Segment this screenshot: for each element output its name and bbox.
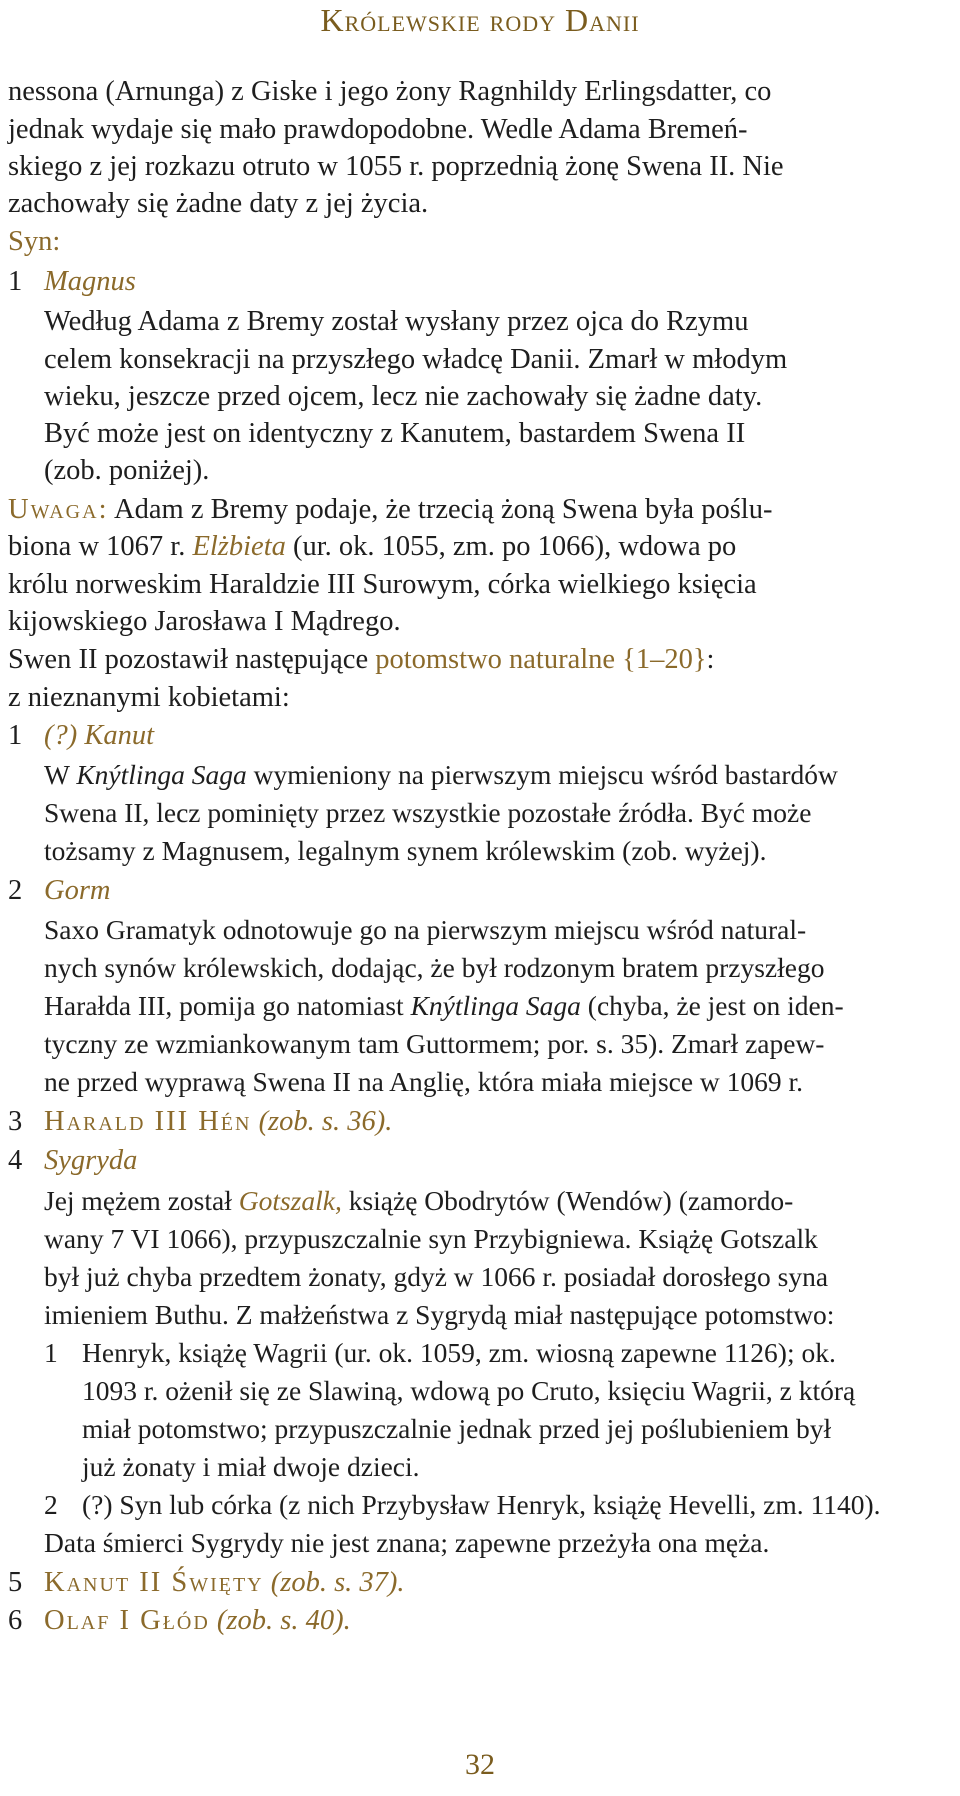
note-line: królu norweskim Haraldzie III Surowym, córka wielkiego księcia xyxy=(8,569,757,600)
page-reference: (zob. s. 36). xyxy=(251,1106,393,1137)
descendant-text-line: 1093 r. ożenił się ze Slawiną, wdową po Cruto, księciu Wagrii, z którą xyxy=(82,1375,856,1406)
son-text-line: celem konsekracji na przyszłego władcę Danii. Zmarł w młodym xyxy=(44,344,788,375)
son-entry-heading xyxy=(8,264,136,300)
child-entry-heading xyxy=(8,718,154,754)
child-name: Olaf I Głód xyxy=(44,1605,210,1636)
child-text-line: nych synów królewskich, dodając, że był rodzonym bratem przyszłego xyxy=(44,952,825,983)
child-entry-heading xyxy=(8,873,111,909)
note-label: Uwaga: xyxy=(8,494,109,525)
entry-number: 5 xyxy=(8,1567,23,1598)
son-text-line: (zob. poniżej). xyxy=(44,455,210,486)
child-entry-heading xyxy=(8,1603,351,1639)
child-text-line: był już chyba przedtem żonaty, gdyż w 1066 r. posiadał dorosłego syna xyxy=(44,1261,829,1292)
child-name: (?) Kanut xyxy=(44,720,155,751)
entry-number: 4 xyxy=(8,1145,23,1176)
child-entry-heading xyxy=(8,1565,405,1601)
offspring-intro-line: Swen II pozostawił następujące potomstwo naturalne {1–20}: xyxy=(8,644,715,675)
entry-number: 6 xyxy=(8,1605,23,1636)
child-entry-heading xyxy=(8,1143,137,1179)
intro-line: nessona (Arnunga) z Giske i jego żony Ragnhildy Erlingsdatter, co xyxy=(8,76,772,107)
child-text-line: Swena II, lecz pominięty przez wszystkie pozostałe źródła. Być może xyxy=(44,797,812,828)
entry-number: 3 xyxy=(8,1106,23,1137)
note-line: kijowskiego Jarosława I Mądrego. xyxy=(8,606,401,637)
page-reference: (zob. s. 37). xyxy=(263,1567,405,1598)
descendant-text-line: już żonaty i miał dwoje dzieci. xyxy=(82,1451,420,1482)
note-line: biona w 1067 r. Elżbieta (ur. ok. 1055, zm. po 1066), wdowa po xyxy=(8,531,737,562)
page-reference: (zob. s. 40). xyxy=(209,1605,351,1636)
entry-number: 1 xyxy=(44,1337,58,1368)
child-text-line: wany 7 VI 1066), przypuszczalnie syn Przybigniewa. Książę Gotszalk xyxy=(44,1223,818,1254)
source-title: Knýtlinga Saga xyxy=(76,759,247,790)
child-text-line: imieniem Buthu. Z małżeństwa z Sygrydą miał następujące potomstwo: xyxy=(44,1299,835,1330)
person-name: Elżbieta xyxy=(192,531,286,562)
son-name: Magnus xyxy=(44,266,136,297)
descendant-text-line: miał potomstwo; przypuszczalnie jednak przed jej poślubieniem był xyxy=(82,1413,832,1444)
child-text-line: tyczny ze wzmiankowanym tam Guttormem; por. s. 35). Zmarł zapew- xyxy=(44,1028,825,1059)
note-line: Uwaga: Adam z Bremy podaje, że trzecią żoną Swena była poślu- xyxy=(8,494,773,525)
child-entry-heading xyxy=(8,1104,392,1140)
offspring-intro-line: z nieznanymi kobietami: xyxy=(8,682,290,713)
child-name: Sygryda xyxy=(44,1145,138,1176)
page-number: 32 xyxy=(465,1748,495,1781)
son-text-line: Według Adama z Bremy został wysłany przez ojca do Rzymu xyxy=(44,306,749,337)
son-text-line: wieku, jeszcze przed ojcem, lecz nie zachowały się żadne daty. xyxy=(44,381,763,412)
descendant-entry: 2 (?) Syn lub córka (z nich Przybysław Henryk, książę Hevelli, zm. 1140). xyxy=(44,1487,881,1523)
intro-line: zachowały się żadne daty z jej życia. xyxy=(8,188,429,219)
child-text-line: ne przed wyprawą Swena II na Anglię, która miała miejsce w 1069 r. xyxy=(44,1066,804,1097)
entry-number: 1 xyxy=(8,720,23,751)
child-text-line: tożsamy z Magnusem, legalnym synem królewskim (zob. wyżej). xyxy=(44,835,767,866)
child-name: Kanut II Święty xyxy=(44,1567,264,1598)
child-text-line: Saxo Gramatyk odnotowuje go na pierwszym miejscu wśród natural- xyxy=(44,914,807,945)
entry-number: 2 xyxy=(8,875,23,906)
offspring-heading: potomstwo naturalne {1–20} xyxy=(375,644,707,675)
intro-line: skiego z jej rozkazu otruto w 1055 r. poprzednią żonę Swena II. Nie xyxy=(8,151,784,182)
intro-line: jednak wydaje się mało prawdopodobne. Wedle Adama Bremeń- xyxy=(8,114,748,145)
son-text-line: Być może jest on identyczny z Kanutem, bastardem Swena II xyxy=(44,418,746,449)
child-text-line: Harałda III, pomija go natomiast Knýtlinga Saga (chyba, że jest on iden- xyxy=(44,990,844,1021)
source-title: Knýtlinga Saga xyxy=(410,990,581,1021)
child-name: Harald III Hén xyxy=(44,1106,252,1137)
entry-number: 1 xyxy=(8,266,23,297)
son-label: Syn: xyxy=(8,226,61,257)
child-text-line: Data śmierci Sygrydy nie jest znana; zapewne przeżyła ona męża. xyxy=(44,1527,770,1558)
child-text-line: Jej mężem został Gotszalk, książę Obodrytów (Wendów) (zamordo- xyxy=(44,1185,794,1216)
running-head: Królewskie rody Danii xyxy=(320,2,640,38)
person-name: Gotszalk, xyxy=(238,1185,342,1216)
child-name: Gorm xyxy=(44,875,111,906)
descendant-entry: 1 Henryk, książę Wagrii (ur. ok. 1059, zm. wiosną zapewne 1126); ok. xyxy=(44,1335,836,1371)
child-text-line: W Knýtlinga Saga wymieniony na pierwszym miejscu wśród bastardów xyxy=(44,759,838,790)
entry-number: 2 xyxy=(44,1489,58,1520)
